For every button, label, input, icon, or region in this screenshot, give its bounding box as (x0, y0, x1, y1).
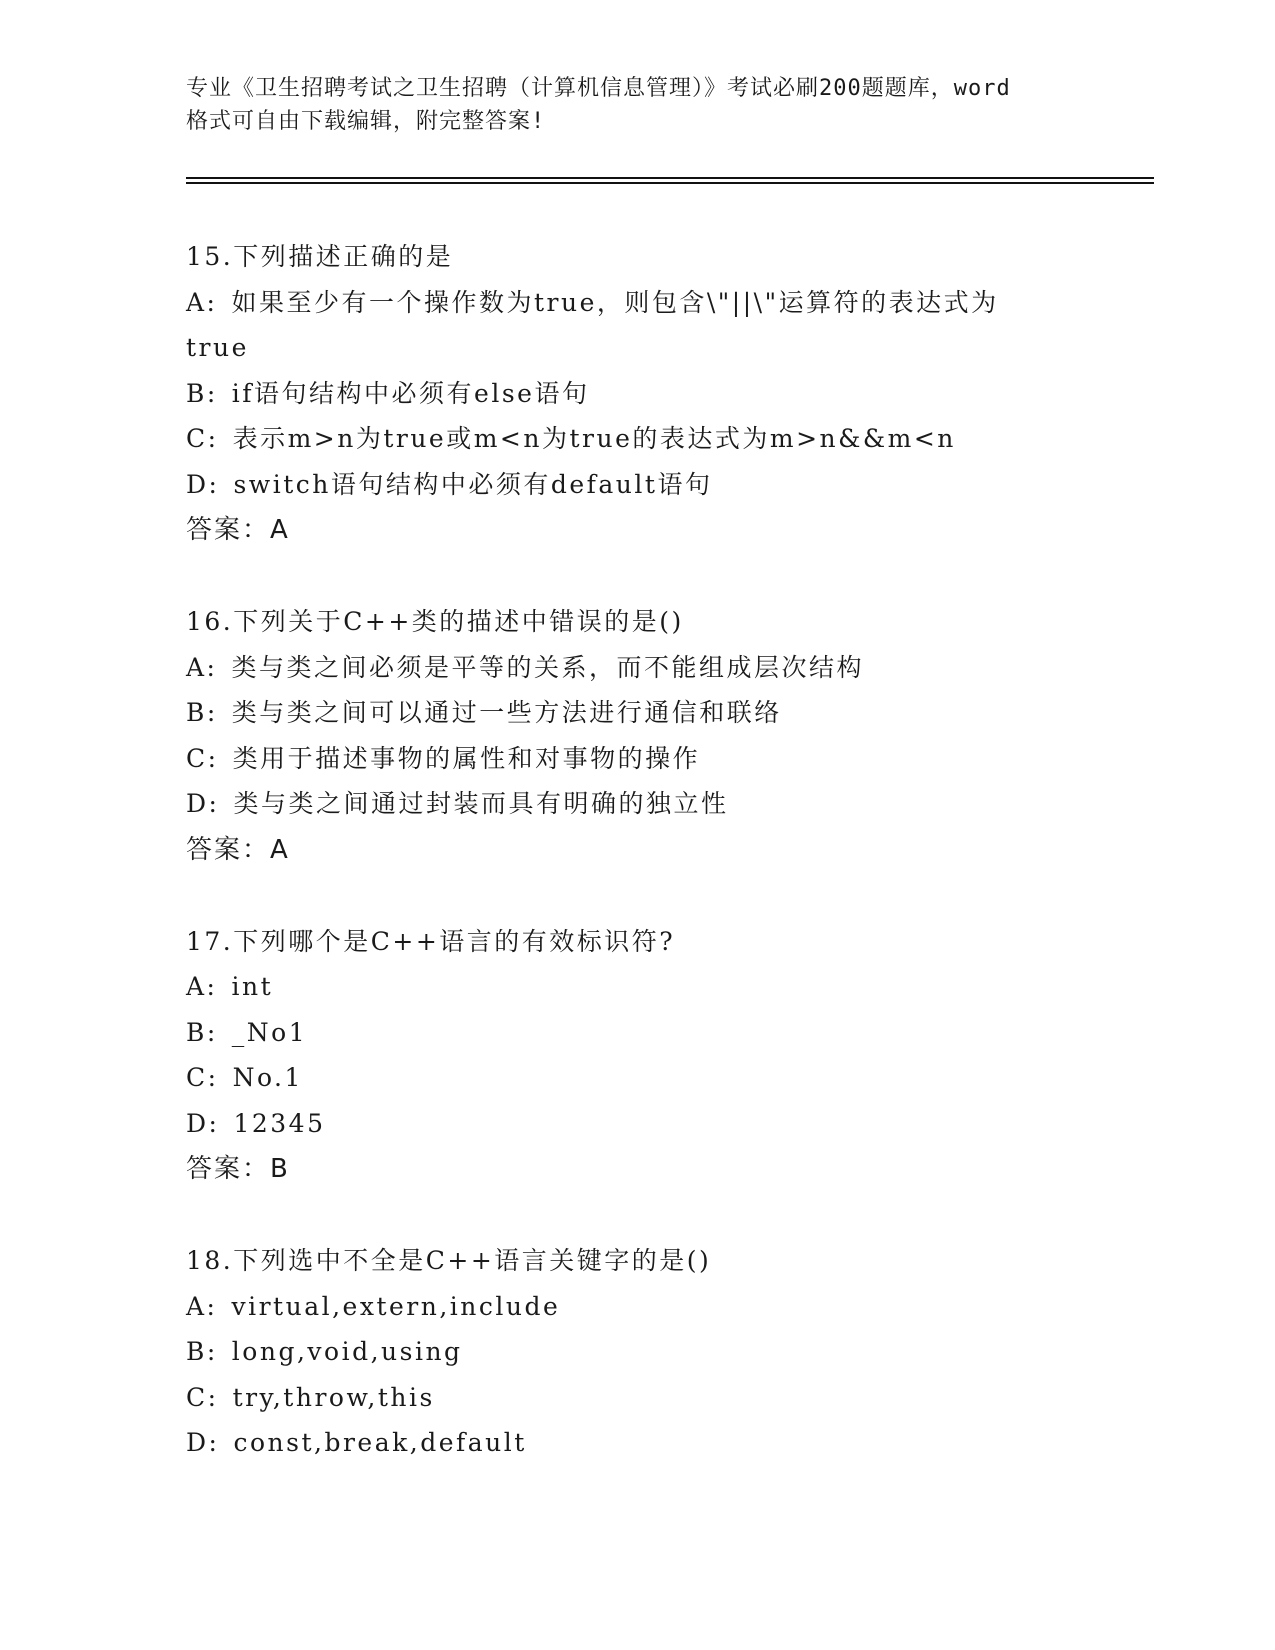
option-text: 类与类之间可以通过一些方法进行通信和联络 (231, 698, 782, 727)
document-header (186, 72, 1096, 138)
option-a (186, 964, 1116, 1010)
question-16 (186, 599, 1116, 873)
option-b (186, 1010, 1116, 1056)
answer-line: 答案：B (186, 1154, 290, 1184)
question-stem: 17.下列哪个是C++语言的有效标识符? (186, 926, 676, 956)
option-letter: B: (186, 378, 218, 408)
question-stem: 15.下列描述正确的是 (186, 242, 454, 271)
option-text: 表示m>n为true或m<n为true的表达式为m>n&&m<n (232, 424, 956, 453)
option-text: try,throw,this (232, 1382, 435, 1412)
option-letter: A: (186, 1291, 218, 1321)
option-d (186, 1420, 1116, 1466)
header-line-1: 专业《卫生招聘考试之卫生招聘（计算机信息管理）》考试必刷200题题库，word (186, 76, 1011, 101)
option-a (186, 1284, 1116, 1330)
option-a (186, 280, 1116, 326)
option-d (186, 1101, 1116, 1147)
option-letter: D: (186, 1428, 220, 1457)
option-text: 类与类之间必须是平等的关系，而不能组成层次结构 (231, 652, 864, 682)
option-text: 类与类之间通过封装而具有明确的独立性 (233, 789, 729, 818)
option-b (186, 690, 1116, 736)
option-letter: B: (186, 1337, 218, 1366)
option-letter: B: (186, 1017, 218, 1047)
answer-line: 答案：A (186, 515, 290, 545)
option-b (186, 371, 1116, 417)
option-text: switch语句结构中必须有default语句 (233, 469, 713, 499)
option-a-continuation (186, 325, 1116, 371)
option-letter: D: (186, 469, 220, 499)
option-text: 12345 (233, 1108, 326, 1138)
option-text: const,break,default (233, 1428, 527, 1457)
option-letter: D: (186, 789, 220, 818)
option-c (186, 1375, 1116, 1421)
option-letter: B: (186, 698, 218, 727)
option-text: if语句结构中必须有else语句 (231, 378, 590, 408)
answer-line: 答案：A (186, 834, 290, 865)
option-text: 类用于描述事物的属性和对事物的操作 (232, 743, 701, 773)
option-letter: A: (186, 972, 218, 1001)
option-text: long,void,using (231, 1337, 463, 1366)
question-15 (186, 234, 1116, 553)
option-d (186, 462, 1116, 508)
option-text: 如果至少有一个操作数为true，则包含\"||\"运算符的表达式为 (231, 287, 999, 317)
option-letter: C: (186, 743, 219, 773)
option-c (186, 416, 1116, 462)
option-d (186, 781, 1116, 827)
question-stem: 16.下列关于C++类的描述中错误的是() (186, 607, 684, 636)
option-text: virtual,extern,include (231, 1291, 561, 1321)
option-letter: D: (186, 1108, 220, 1138)
question-18 (186, 1238, 1116, 1466)
option-letter: C: (186, 424, 219, 453)
option-text: _No1 (231, 1017, 308, 1047)
option-c (186, 1055, 1116, 1101)
option-text: true (186, 333, 249, 362)
header-divider-top (186, 177, 1154, 179)
option-text: int (231, 972, 274, 1001)
header-divider-bottom (186, 182, 1154, 184)
question-stem: 18.下列选中不全是C++语言关键字的是() (186, 1246, 712, 1275)
question-17 (186, 919, 1116, 1193)
option-a (186, 645, 1116, 691)
header-line-2: 格式可自由下载编辑，附完整答案! (186, 109, 546, 134)
option-letter: C: (186, 1063, 219, 1092)
option-letter: C: (186, 1382, 219, 1412)
option-letter: A: (186, 287, 218, 317)
option-b (186, 1329, 1116, 1375)
question-list (186, 234, 1116, 1512)
option-c (186, 736, 1116, 782)
option-text: No.1 (232, 1063, 303, 1092)
option-letter: A: (186, 652, 218, 682)
